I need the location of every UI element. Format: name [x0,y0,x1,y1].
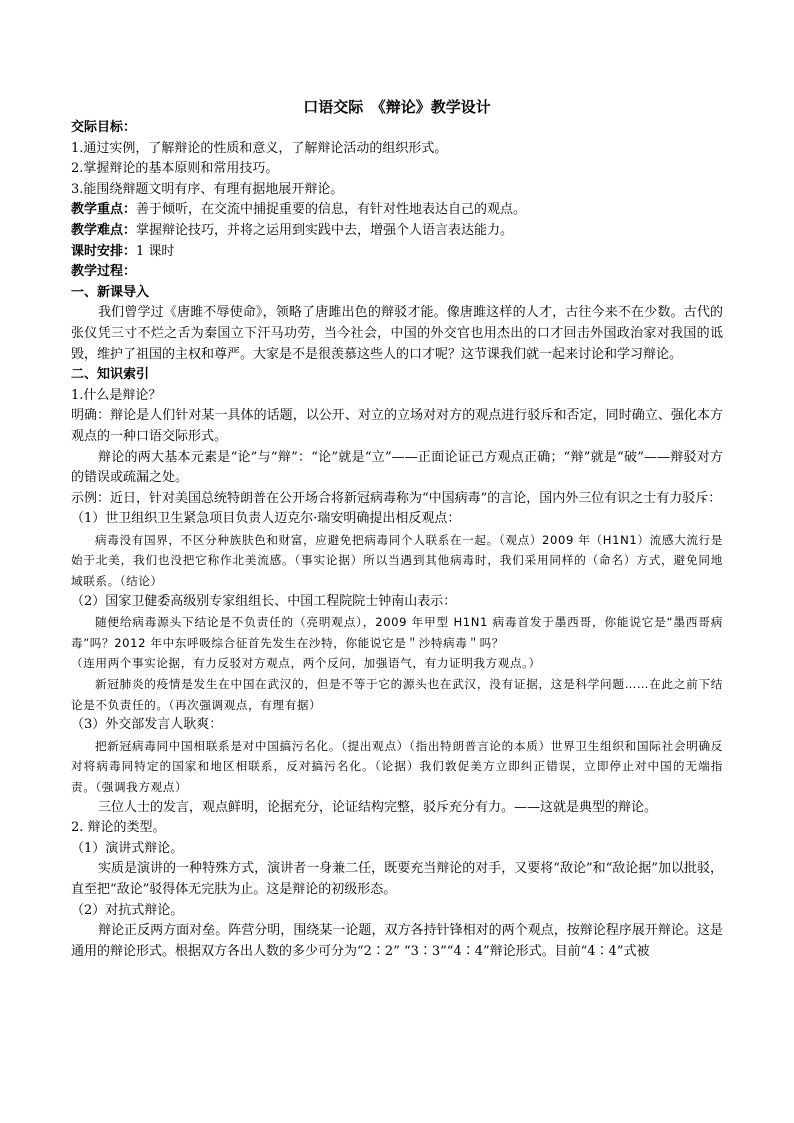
question-1: 1.什么是辩论？ [71,387,162,403]
goal-item-2: 2.掌握辩论的基本原则和常用技巧。 [71,161,279,177]
goals-heading: 交际目标： [71,120,137,135]
difficulty-label: 教学难点： [71,222,137,238]
key-point-label: 教学重点： [71,202,137,218]
goal-item-1: 1.通过实例，了解辩论的性质和意义，了解辩论活动的组织形式。 [71,140,448,156]
quote-2c: 新冠肺炎的疫情是发生在中国在武汉的，但是不等于它的源头也在武汉，没有证据，这是科学问题……在此之前下结论是不负责任的。（再次强调观点，有理有据） [71,677,723,712]
section1-text: 我们曾学过《唐雎不辱使命》，领略了唐雎出色的辩驳才能。像唐雎这样的人才，古往今来不在少数。古代的张仪凭三寸不烂之舌为秦国立下汗马功劳，当今社会，中国的外交官也用杰出的口才回击外国政治家对我国的诋毁，维护了祖国的主权和尊严。大家是不是很羡慕这些人的口才呢？这节课我们就一起来讨论和学习辩论。 [71,305,723,362]
schedule-label: 课时安排： [71,243,137,259]
example-intro: 示例：近日，针对美国总统特朗普在公开场合将新冠病毒称为“中国病毒”的言论，国内外三位有识之士有力驳斥： [71,490,722,506]
difficulty [71,221,723,242]
document-page [71,96,723,962]
difficulty-text: 掌握辩论技巧，并将之运用到实践中去，增强个人语言表达能力。 [136,222,514,238]
speaker-1: （1）世卫组织卫生紧急项目负责人迈克尔·瑞安明确提出相反观点： [71,511,461,527]
question-2: 2. 辩论的类型。 [71,820,166,836]
schedule [71,242,723,263]
quote-2b: （连用两个事实论据，有力反驳对方观点，两个反问，加强语气，有力证明我方观点。） [71,656,541,671]
section2-heading: 二、知识索引 [71,367,150,383]
type-1-heading: （1）演讲式辩论。 [71,840,184,856]
speaker-2: （2）国家卫健委高级别专家组组长、中国工程院院士钟南山表示： [71,593,457,609]
type-1-text: 实质是演讲的一种特殊方式，演讲者一身兼二任，既要充当辩论的对手，又要将“敌论”和“敌论据”加以批驳，直至把“敌论”驳得体无完肤为止。这是辩论的初级形态。 [71,861,723,897]
section1-heading: 一、新课导入 [71,284,150,300]
key-point [71,200,723,221]
type-2-heading: （2）对抗式辩论。 [71,902,184,918]
elements: 辩论的两大基本元素是“论”与“辩”：“论”就是“立”——正面论证己方观点正确；“辩”就是“破”——辩驳对方的错误或疏漏之处。 [71,449,723,486]
quote-3: 把新冠病毒同中国相联系是对中国搞污名化。（提出观点）（指出特朗普言论的本质）世界卫生组织和国际社会明确反对将病毒同特定的国家和地区相联系，反对搞污名化。（论据）我们敦促美方立即纠正错误，立即停止对中国的无端指责。（强调我方观点） [71,738,723,794]
schedule-text: 1 课时 [136,243,175,259]
type-2-text: 辩论正反两方面对垒。阵营分明，围绕某一论题，双方各持针锋相对的两个观点，按辩论程序展开辩论。这是通用的辩论形式。根据双方各出人数的多少可分为“2∶2” “3∶3”“4∶4”辩论形式。目前“4∶4”式被 [71,923,723,959]
speaker-3: （3）外交部发言人耿爽： [71,717,223,733]
definition: 明确：辩论是人们针对某一具体的话题，以公开、对立的立场对对方的观点进行驳斥和否定，同时确立、强化本方观点的一种口语交际形式。 [71,408,723,444]
key-point-text: 善于倾听，在交流中捕捉重要的信息，有针对性地表达自己的观点。 [136,202,527,218]
quote-2a: 随便给病毒源头下结论是不负责任的（亮明观点），2009 年甲型 H1N1 病毒首发于墨西哥，你能说它是“墨西哥病毒”吗？2012 年中东呼吸综合征首先发生在沙特，你能说它是＂沙特病毒＂吗？ [71,615,723,650]
summary: 三位人士的发言，观点鲜明，论据充分，论证结构完整，驳斥充分有力。——这就是典型的辩论。 [98,799,658,815]
process-heading: 教学过程： [71,264,137,280]
quote-1: 病毒没有国界，不区分种族肤色和财富，应避免把病毒同个人联系在一起。（观点）2009 年（H1N1）流感大流行是始于北美，我们也没把它称作北美流感。（事实论据）所以当遇到其他病毒时，我们采用同样的（命名）方式，避免同地域联系。（结论） [71,532,723,589]
document-title: 口语交际 《辩论》教学设计 [303,98,491,116]
goal-item-3: 3.能围绕辩题文明有序、有理有据地展开辩论。 [71,181,344,197]
